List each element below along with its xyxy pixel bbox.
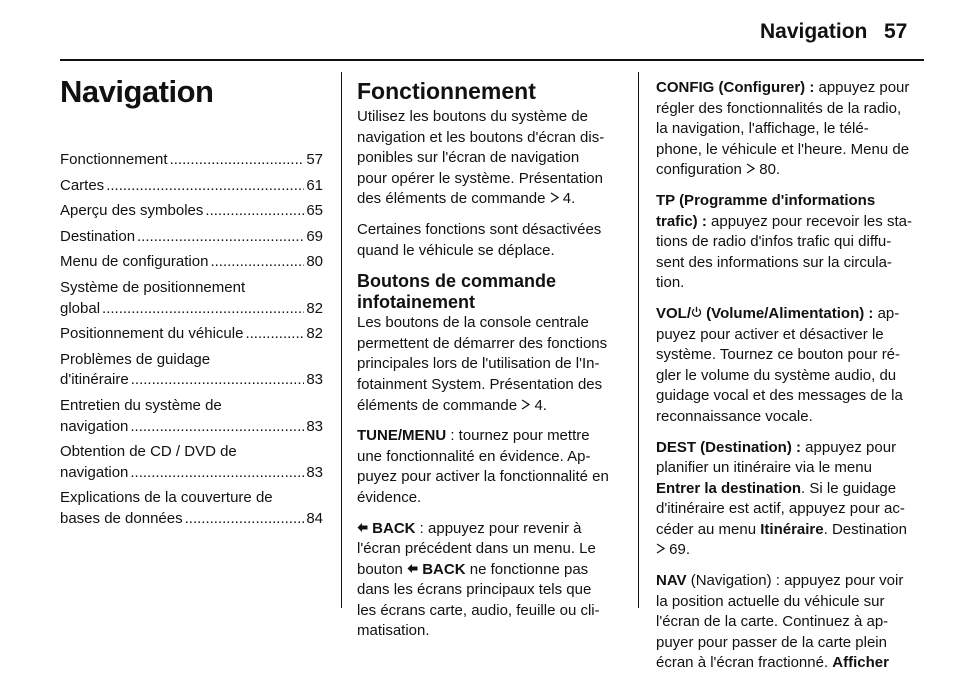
right-column <box>656 78 926 684</box>
toc-entry-text: Fonctionnement <box>60 151 168 168</box>
toc-page-number: 84 <box>306 509 323 527</box>
toc-entry-text: navigation <box>60 417 129 435</box>
toc-entry[interactable] <box>60 227 323 248</box>
text-line: guidage vocal et des messages de la <box>656 387 903 405</box>
text-line: ponibles sur l'écran de navigation <box>357 149 580 167</box>
text-line: la position actuelle du véhicule sur <box>656 592 885 610</box>
toc-page-number: 80 <box>306 253 323 271</box>
toc-page-number: 82 <box>306 299 323 317</box>
toc-entry[interactable] <box>60 396 323 437</box>
toc-page-number: 82 <box>306 325 323 343</box>
text-line: reconnaissance vocale. <box>656 407 813 425</box>
text-line: puyer pour passer de la carte plein <box>656 633 887 651</box>
toc-leader-dots <box>130 417 304 438</box>
toc-leader-dots <box>210 252 304 273</box>
back-arrow-icon <box>407 563 418 574</box>
back-arrow-icon <box>357 522 368 533</box>
text-line: puyez pour activer la fonctionnalité en <box>357 468 609 486</box>
text-line: Certaines fonctions sont désactivées <box>357 220 602 238</box>
text-line: quand le véhicule se déplace. <box>357 241 555 259</box>
text-line: infotainement <box>357 292 476 313</box>
tune-menu-paragraph: TUNE/MENU : tournez pour mettre une fonctionnalité en évidence. Ap- puyez pour activer la fonctionnalité en évidence. <box>357 427 609 506</box>
toc-entry-text: Aperçu des symboles <box>60 202 204 220</box>
text-line: Les boutons de la console centrale <box>357 314 589 332</box>
nav-paragraph: NAV (Navigation) : appuyez pour voir la position actuelle du véhicule sur l'écran de la carte. Continuez à ap- puyer pour passer de la carte plein écran à l'écran fractionné. Afficher <box>656 572 904 672</box>
toc-leader-dots <box>170 150 305 171</box>
toc-entry-text: Destination <box>60 227 136 245</box>
config-paragraph: CONFIG (Configurer) : appuyez pour régler des fonctionnalités de la radio, la navigation, l'affichage, le télé- phone, le véhicule et l'heure. Menu de configuration 80. <box>656 79 910 179</box>
text-line: l'écran de la carte. Continuez à ap- <box>656 613 889 631</box>
toc-page-number: 57 <box>306 151 323 168</box>
toc-entry-text: Entretien du système de <box>60 396 222 414</box>
column-divider-right <box>638 72 639 608</box>
toc-entry-text: Explications de la couverture de <box>60 489 273 507</box>
toc-leader-dots <box>106 176 304 197</box>
text-line: système. Tournez ce bouton pour ré- <box>656 346 901 364</box>
toc-entry-text: bases de données <box>60 509 183 527</box>
running-header-title: Navigation <box>760 20 868 43</box>
text-line: sent des informations sur la circula- <box>656 253 892 271</box>
text-line: puyez pour activer et désactiver le <box>656 325 884 343</box>
reference-arrow-icon <box>550 192 559 203</box>
text-line: tion. <box>656 274 685 292</box>
toc-entry[interactable] <box>60 324 323 345</box>
toc-page-number: 65 <box>306 202 323 220</box>
controls-paragraph: Les boutons de la console centrale permettent de démarrer des fonctions principales lors de l'utilisation de l'In- fotainment System. Présentation des éléments de commande 4. <box>357 314 608 414</box>
toc-leader-dots <box>245 324 304 345</box>
text-line: pour opérer le système. Présentation <box>357 169 603 187</box>
text-line: dans les écrans principaux tels que <box>357 581 592 599</box>
text-line: évidence. <box>357 488 422 506</box>
intro-paragraph: Utilisez les boutons du système de navigation et les boutons d'écran dis- ponibles sur l'écran de navigation pour opérer le système. Présentation des éléments de commande 4. <box>357 108 605 208</box>
table-of-contents <box>60 150 323 535</box>
text-line: la navigation, l'affichage, le télé- <box>656 120 869 138</box>
toc-entry[interactable] <box>60 488 323 529</box>
text-line: navigation et les boutons d'écran dis- <box>357 128 605 146</box>
toc-entry[interactable] <box>60 278 323 319</box>
reference-arrow-icon <box>746 163 755 174</box>
middle-column <box>357 78 623 652</box>
reference-arrow-icon <box>521 399 530 410</box>
toc-leader-dots <box>102 299 304 320</box>
text-line: régler des fonctionnalités de la radio, <box>656 99 902 117</box>
toc-entry-text: d'itinéraire <box>60 371 129 389</box>
text-line: une fonctionnalité en évidence. Ap- <box>357 447 591 465</box>
toc-leader-dots <box>205 201 304 222</box>
power-icon <box>691 306 702 318</box>
toc-entry[interactable] <box>60 442 323 483</box>
toc-entry[interactable] <box>60 252 323 273</box>
toc-page-number: 69 <box>306 227 323 245</box>
toc-entry-text: Système de positionnement <box>60 278 246 296</box>
text-line: fotainment System. Présentation des <box>357 375 603 393</box>
vol-paragraph: VOL/ (Volume/Alimentation) : ap- puyez pour activer et désactiver le système. Tournez ce bouton pour ré- gler le volume du système audio, du guidage vocal et des messages de la reconnaissance vocale. <box>656 304 903 425</box>
subsection-heading-boutons <box>357 271 623 313</box>
toc-leader-dots <box>131 370 305 391</box>
reference-arrow-icon <box>656 543 665 554</box>
tp-paragraph: TP (Programme d'informations trafic) : appuyez pour recevoir les sta- tions de radio d'infos trafic qui diffu- sent des informations sur la circula- tion. <box>656 191 912 292</box>
toc-leader-dots <box>185 509 305 530</box>
text-line: permettent de démarrer des fonctions <box>357 334 608 352</box>
chapter-title: Navigation <box>60 74 214 109</box>
toc-entry-text: Menu de configuration <box>60 253 209 271</box>
toc-entry-text: navigation <box>60 463 129 481</box>
text-line: Utilisez les boutons du système de <box>357 108 588 125</box>
text-line: phone, le véhicule et l'heure. Menu de <box>656 140 910 158</box>
toc-entry[interactable] <box>60 350 323 391</box>
toc-leader-dots <box>137 227 304 248</box>
toc-entry-text: Cartes <box>60 176 105 194</box>
text-line: Boutons de commande <box>357 271 557 292</box>
toc-page-number: 83 <box>306 417 323 435</box>
toc-entry[interactable] <box>60 176 323 197</box>
header-rule <box>60 59 924 61</box>
dest-paragraph: DEST (Destination) : appuyez pour planifier un itinéraire via le menu Entrer la destination. Si le guidage d'itinéraire est actif, appuyez pour ac- céder au menu Itinéraire. Destination 69. <box>656 438 907 559</box>
page-number: 57 <box>884 20 908 43</box>
toc-entry-text: Obtention de CD / DVD de <box>60 443 237 461</box>
toc-page-number: 83 <box>306 463 323 481</box>
toc-page-number: 61 <box>306 176 323 194</box>
toc-entry-text: global <box>60 299 101 317</box>
toc-entry[interactable] <box>60 150 323 171</box>
text-line: tions de radio d'infos trafic qui diffu- <box>656 233 892 251</box>
toc-entry-text: Problèmes de guidage <box>60 350 211 368</box>
toc-leader-dots <box>130 463 304 484</box>
text-line: principales lors de l'utilisation de l'In- <box>357 355 600 373</box>
column-divider-left <box>341 72 342 608</box>
back-paragraph: BACK : appuyez pour revenir à l'écran précédent dans un menu. Le bouton BACK ne fonctionne pas dans les écrans principaux tels que les écrans carte, audio, feuille ou cli- matisation. <box>357 519 600 640</box>
text-line: les écrans carte, audio, feuille ou cli- <box>357 601 600 619</box>
toc-entry-text: Positionnement du véhicule <box>60 325 244 343</box>
text-line: matisation. <box>357 622 430 640</box>
section-heading-fonctionnement: Fonctionnement <box>357 78 536 104</box>
toc-entry[interactable] <box>60 201 323 222</box>
restriction-paragraph <box>357 220 623 261</box>
toc-page-number: 83 <box>306 371 323 389</box>
text-line: gler le volume du système audio, du <box>656 366 897 384</box>
